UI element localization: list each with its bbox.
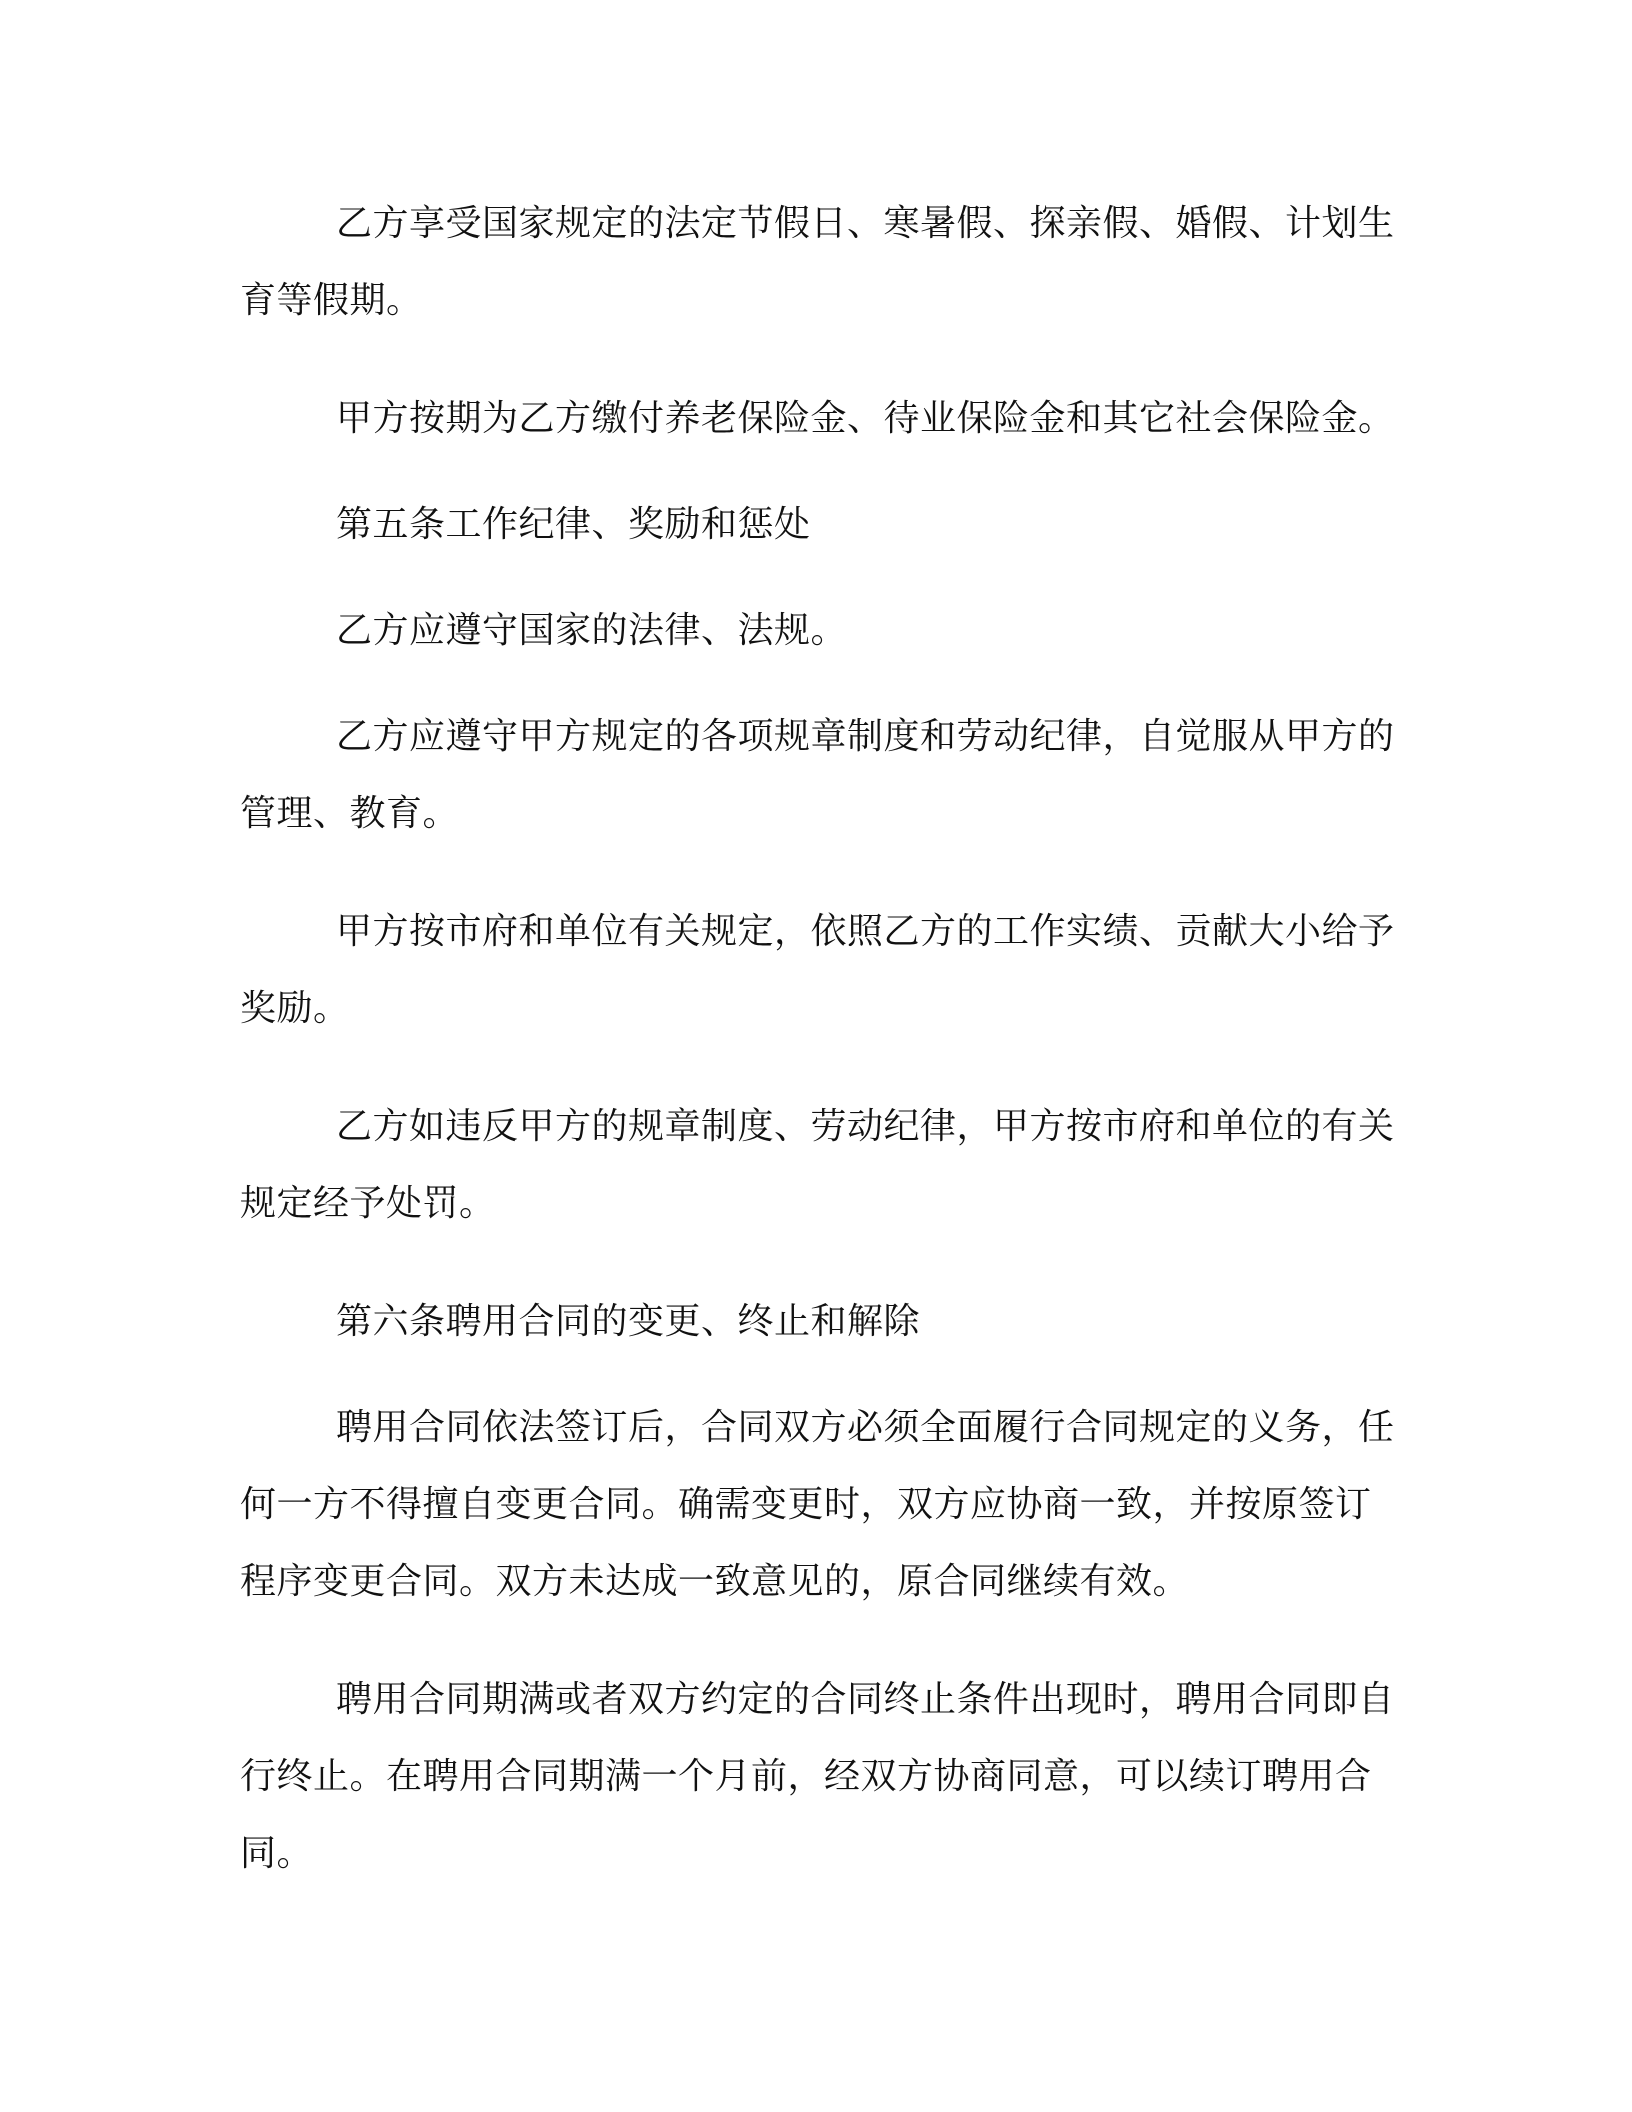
- paragraph-contract-change: 聘用合同依法签订后，合同双方必须全面履行合同规定的义务，任何一方不得擅自变更合同。确需变更时，双方应协商一致，并按原签订程序变更合同。双方未达成一致意见的，原合同继续有效。: [240, 1407, 1395, 1602]
- paragraph-obey-law: 乙方应遵守国家的法律、法规。: [336, 610, 848, 651]
- document-body: [240, 185, 1400, 1933]
- paragraph-contract-termination: 聘用合同期满或者双方约定的合同终止条件出现时，聘用合同即自行终止。在聘用合同期满一个月前，经双方协商同意，可以续订聘用合同。: [240, 1679, 1395, 1874]
- paragraph-holidays: 乙方享受国家规定的法定节假日、寒暑假、探亲假、婚假、计划生育等假期。: [240, 203, 1395, 321]
- paragraph-rewards: 甲方按市府和单位有关规定，依照乙方的工作实绩、贡献大小给予奖励。: [240, 911, 1395, 1029]
- paragraph-insurance: 甲方按期为乙方缴付养老保险金、待业保险金和其它社会保险金。: [336, 398, 1395, 439]
- heading-article-5: 第五条工作纪律、奖励和惩处: [336, 504, 811, 545]
- paragraph-punishment: 乙方如违反甲方的规章制度、劳动纪律，甲方按市府和单位的有关规定经予处罚。: [240, 1106, 1395, 1224]
- heading-article-6: 第六条聘用合同的变更、终止和解除: [336, 1301, 921, 1342]
- paragraph-obey-rules: 乙方应遵守甲方规定的各项规章制度和劳动纪律，自觉服从甲方的管理、教育。: [240, 716, 1395, 834]
